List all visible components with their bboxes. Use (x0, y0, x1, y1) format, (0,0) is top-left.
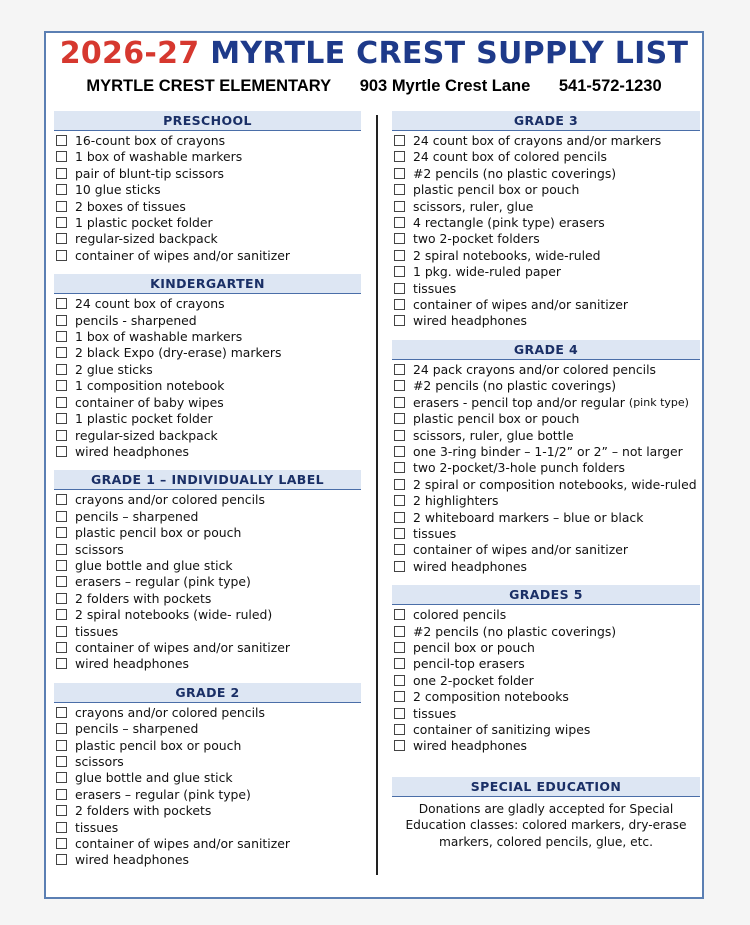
checklist-item-label: wired headphones (413, 313, 527, 329)
checkbox[interactable] (394, 561, 405, 572)
checkbox[interactable] (394, 658, 405, 669)
checklist-item (392, 510, 700, 526)
checklist-item (54, 378, 361, 394)
checkbox[interactable] (56, 658, 67, 669)
checklist-item (54, 428, 361, 444)
section-heading: GRADE 2 (54, 683, 361, 703)
checkbox[interactable] (56, 151, 67, 162)
checklist-item-label: crayons and/or colored pencils (75, 704, 265, 720)
checklist-item (54, 770, 361, 786)
checklist-item-label: glue bottle and glue stick (75, 557, 233, 573)
checklist-item (392, 526, 700, 542)
checkbox[interactable] (56, 756, 67, 767)
checkbox[interactable] (394, 151, 405, 162)
checklist-item (54, 492, 361, 508)
checkbox[interactable] (56, 723, 67, 734)
checkbox[interactable] (56, 740, 67, 751)
checklist-item-label: 2 boxes of tissues (75, 198, 186, 214)
checklist-item-label: wired headphones (413, 558, 527, 574)
checkbox[interactable] (56, 789, 67, 800)
checklist-item-label: regular-sized backpack (75, 231, 218, 247)
checkbox[interactable] (56, 347, 67, 358)
checklist-item (392, 559, 700, 575)
checkbox[interactable] (394, 217, 405, 228)
checklist-item-label: 1 box of washable markers (75, 329, 243, 345)
checkbox[interactable] (56, 331, 67, 342)
checklist-item (54, 721, 361, 737)
section-grade-3 (392, 111, 700, 330)
checkbox[interactable] (394, 479, 405, 490)
checklist-item (392, 297, 700, 313)
checklist-item-label: two 2-pocket/3-hole punch folders (413, 460, 625, 476)
checklist-item-label: pencils – sharpened (75, 721, 199, 737)
checklist-item (54, 149, 361, 165)
checklist-item-label: 24 count box of crayons and/or markers (413, 133, 662, 148)
checklist-item (392, 640, 700, 656)
checkbox[interactable] (394, 740, 405, 751)
checklist-item-label: container of sanitizing wipes (413, 722, 591, 737)
checklist-item-label: erasers - pencil top and/or regular (413, 394, 625, 410)
checklist-item-label: pencils – sharpened (75, 508, 199, 524)
checklist (392, 133, 700, 330)
checklist-item (54, 509, 361, 525)
checklist (392, 362, 700, 575)
section-grade-1 (54, 470, 361, 672)
checklist-item (392, 264, 700, 280)
checkbox[interactable] (56, 626, 67, 637)
column-divider (376, 115, 378, 875)
checklist-item-label: erasers – regular (pink type) (75, 574, 251, 590)
checkbox[interactable] (56, 413, 67, 424)
checklist-item (392, 411, 700, 427)
checklist-item (392, 199, 700, 215)
checklist-item (392, 133, 700, 149)
checklist-item (392, 722, 700, 738)
checkbox[interactable] (394, 266, 405, 277)
checklist-item-label: 2 spiral notebooks (wide- ruled) (75, 607, 273, 623)
section-heading: SPECIAL EDUCATION (392, 777, 700, 797)
checklist-item-label: one 2-pocket folder (413, 672, 534, 688)
checklist-item (392, 215, 700, 231)
checkbox[interactable] (56, 430, 67, 441)
checklist-item (54, 607, 361, 623)
checklist-item-label: 1 plastic pocket folder (75, 215, 213, 231)
checkbox[interactable] (56, 364, 67, 375)
checklist-item (54, 705, 361, 721)
checkbox[interactable] (56, 707, 67, 718)
checklist-item (54, 656, 361, 672)
checklist-item (392, 738, 700, 754)
checklist-item (392, 444, 700, 460)
checkbox[interactable] (56, 560, 67, 571)
checkbox[interactable] (394, 135, 405, 146)
checkbox[interactable] (56, 642, 67, 653)
checklist-item-label: tissues (413, 280, 457, 296)
checkbox[interactable] (56, 217, 67, 228)
checkbox[interactable] (56, 380, 67, 391)
checklist-item (392, 166, 700, 182)
section-grade-4 (392, 340, 700, 575)
checkbox[interactable] (394, 380, 405, 391)
checklist-item-label: 24 pack crayons and/or colored pencils (413, 361, 657, 377)
checklist-item-label: tissues (413, 525, 457, 541)
checkbox[interactable] (394, 446, 405, 457)
checklist-item (392, 493, 700, 509)
checklist-item-label: pair of blunt-tip scissors (75, 165, 225, 181)
checkbox[interactable] (56, 609, 67, 620)
checklist-item (392, 362, 700, 378)
checklist-item-label: wired headphones (75, 852, 189, 868)
section-grade-5 (392, 585, 700, 755)
checkbox[interactable] (56, 201, 67, 212)
checklist-item (54, 591, 361, 607)
checkbox[interactable] (394, 642, 405, 653)
checklist-item-label: two 2-pocket folders (413, 231, 540, 247)
checklist-item-label: 1 composition notebook (75, 378, 225, 394)
checklist-item-label: wired headphones (75, 443, 189, 459)
checklist-item-label: wired headphones (413, 738, 527, 754)
checklist-item (54, 248, 361, 264)
checklist (54, 296, 361, 460)
checklist-item (392, 460, 700, 476)
checklist-item-label: 10 glue sticks (75, 182, 161, 198)
checkbox[interactable] (394, 495, 405, 506)
checklist-item (54, 803, 361, 819)
checkbox[interactable] (394, 430, 405, 441)
checklist-item (392, 656, 700, 672)
checklist-item-label: 2 spiral or composition notebooks, wide-ruled (413, 476, 697, 492)
checklist-item-label: 2 black Expo (dry-erase) markers (75, 345, 282, 361)
checkbox[interactable] (394, 626, 405, 637)
checklist-item (392, 248, 700, 264)
checkbox[interactable] (394, 283, 405, 294)
checkbox[interactable] (394, 544, 405, 555)
checklist-item-label: 2 spiral notebooks, wide-ruled (413, 247, 601, 263)
checkbox[interactable] (56, 511, 67, 522)
checklist-item (54, 395, 361, 411)
page-title (46, 36, 702, 71)
checklist-item-label: tissues (75, 623, 119, 639)
checklist-item-label: container of wipes and/or sanitizer (413, 542, 628, 558)
checklist-item (54, 542, 361, 558)
checklist-item (54, 444, 361, 460)
checkbox[interactable] (56, 576, 67, 587)
checkbox[interactable] (394, 708, 405, 719)
checklist (54, 492, 361, 672)
checklist-item-label: 2 composition notebooks (413, 689, 569, 705)
section-kindergarten (54, 274, 361, 460)
checklist-item (392, 673, 700, 689)
checklist-item (54, 787, 361, 803)
title-year: 2026-27 (59, 36, 200, 71)
checklist-item (54, 199, 361, 215)
checkbox[interactable] (56, 397, 67, 408)
checkbox[interactable] (56, 184, 67, 195)
checkbox[interactable] (394, 250, 405, 261)
checklist-item-label: container of wipes and/or sanitizer (75, 247, 290, 263)
checklist-item (54, 215, 361, 231)
checklist-item-label: container of wipes and/or sanitizer (413, 297, 628, 313)
checkbox[interactable] (56, 168, 67, 179)
checklist-item-label: scissors, ruler, glue (413, 198, 534, 214)
checklist-item (54, 329, 361, 345)
checklist-item (54, 166, 361, 182)
school-phone: 541-572-1230 (558, 77, 662, 95)
checkbox[interactable] (56, 298, 67, 309)
checklist-item (54, 345, 361, 361)
checklist-item-label: scissors, ruler, glue bottle (413, 427, 574, 443)
checklist-item-label: #2 pencils (no plastic coverings) (413, 623, 617, 639)
checkbox[interactable] (394, 168, 405, 179)
checklist-item-label: 2 glue sticks (75, 361, 153, 377)
title-text: MYRTLE CREST SUPPLY LIST (210, 36, 689, 71)
checkbox[interactable] (394, 609, 405, 620)
checklist-item-label: 24 count box of crayons (75, 296, 225, 312)
checklist-item-label: regular-sized backpack (75, 427, 218, 443)
checklist (54, 705, 361, 869)
checklist-item-label: 2 folders with pockets (75, 590, 212, 606)
checkbox[interactable] (56, 854, 67, 865)
checklist-item (54, 836, 361, 852)
checklist-item (54, 133, 361, 149)
checkbox[interactable] (394, 397, 405, 408)
checklist-item (392, 624, 700, 640)
checklist-item-label: plastic pencil box or pouch (75, 737, 242, 753)
right-column (392, 111, 700, 860)
checklist-item (54, 182, 361, 198)
checklist-item-label: glue bottle and glue stick (75, 770, 233, 786)
checklist-item-label: 2 highlighters (413, 493, 499, 509)
checklist-item-label: pencil-top erasers (413, 656, 525, 672)
school-name: MYRTLE CREST ELEMENTARY (86, 77, 332, 95)
checklist-item-label: #2 pencils (no plastic coverings) (413, 165, 617, 181)
supply-list-page (44, 31, 704, 899)
school-info (46, 77, 702, 96)
checklist-item (392, 428, 700, 444)
checkbox[interactable] (56, 822, 67, 833)
checklist-item (392, 706, 700, 722)
checklist-item-label: plastic pencil box or pouch (413, 411, 580, 427)
checklist-item (392, 378, 700, 394)
checkbox[interactable] (56, 446, 67, 457)
checklist-item (392, 689, 700, 705)
checklist-item (54, 558, 361, 574)
section-heading: GRADE 1 – INDIVIDUALLY LABEL (54, 470, 361, 490)
checklist-item-label: tissues (75, 819, 119, 835)
checklist-item (54, 624, 361, 640)
checklist-item-label: scissors (75, 541, 124, 557)
checklist-item-label: container of wipes and/or sanitizer (75, 639, 290, 655)
checkbox[interactable] (394, 413, 405, 424)
special-ed-note: Donations are gladly accepted for Special Education classes: colored markers, dry-erase markers, colored pencils, glue, etc. (405, 801, 687, 849)
checklist-item-label: erasers – regular (pink type) (75, 786, 251, 802)
checkbox[interactable] (56, 315, 67, 326)
checkbox[interactable] (56, 527, 67, 538)
section-heading: GRADES 5 (392, 585, 700, 605)
checklist-item (392, 607, 700, 623)
checkbox[interactable] (56, 772, 67, 783)
checklist-item (54, 313, 361, 329)
checkbox[interactable] (394, 201, 405, 212)
section-preschool (54, 111, 361, 264)
checkbox[interactable] (394, 299, 405, 310)
checkbox[interactable] (394, 528, 405, 539)
checkbox[interactable] (394, 233, 405, 244)
section-heading: PRESCHOOL (54, 111, 361, 131)
checkbox[interactable] (56, 838, 67, 849)
checklist-item (54, 362, 361, 378)
checklist-item (54, 574, 361, 590)
checklist-item-label: 16-count box of crayons (75, 133, 226, 148)
checklist-item-label: 1 plastic pocket folder (75, 411, 213, 427)
checklist-item-label: 1 pkg. wide-ruled paper (413, 264, 561, 280)
school-address: 903 Myrtle Crest Lane (359, 77, 531, 95)
checkbox[interactable] (394, 724, 405, 735)
checklist-item-label: pencils - sharpened (75, 312, 197, 328)
checklist-item (54, 525, 361, 541)
checklist-item (54, 820, 361, 836)
section-heading: GRADE 3 (392, 111, 700, 131)
checkbox[interactable] (56, 593, 67, 604)
checklist-item (54, 296, 361, 312)
checkbox[interactable] (394, 675, 405, 686)
checklist-item (54, 738, 361, 754)
checkbox[interactable] (394, 315, 405, 326)
checklist-item-label: plastic pencil box or pouch (413, 182, 580, 198)
checkbox[interactable] (56, 805, 67, 816)
checkbox[interactable] (56, 135, 67, 146)
checkbox[interactable] (56, 494, 67, 505)
left-column (54, 111, 361, 879)
checklist-item-label: plastic pencil box or pouch (75, 525, 242, 541)
checkbox[interactable] (56, 250, 67, 261)
checklist-item (54, 640, 361, 656)
section-grade-2 (54, 683, 361, 869)
checkbox[interactable] (394, 184, 405, 195)
checklist-item-label: wired headphones (75, 656, 189, 672)
checklist-item-label: pencil box or pouch (413, 639, 535, 655)
checklist-item (392, 149, 700, 165)
checklist-item-label: tissues (413, 705, 457, 721)
checklist-item (392, 231, 700, 247)
checklist-item-label: colored pencils (413, 607, 507, 623)
checklist-item-label: 4 rectangle (pink type) erasers (413, 215, 605, 231)
section-heading: GRADE 4 (392, 340, 700, 360)
checklist-item (54, 231, 361, 247)
checkbox[interactable] (394, 364, 405, 375)
checklist-item (392, 182, 700, 198)
checklist-item-label: 2 whiteboard markers – blue or black (413, 509, 644, 525)
checklist-item (54, 411, 361, 427)
checklist-item-label: one 3-ring binder – 1-1/2” or 2” – not larger (413, 443, 683, 459)
checkbox[interactable] (394, 462, 405, 473)
checklist (54, 133, 361, 264)
checklist-item-label: scissors (75, 754, 124, 769)
checklist-item-label: #2 pencils (no plastic coverings) (413, 378, 617, 394)
checkbox[interactable] (394, 691, 405, 702)
checklist-item (54, 754, 361, 770)
eraser-note: (pink type) (628, 395, 689, 409)
checklist (392, 607, 700, 755)
checklist-item-label: crayons and/or colored pencils (75, 492, 265, 508)
checklist-item (54, 852, 361, 868)
checklist-item-label: 2 folders with pockets (75, 803, 212, 819)
checklist-item-label: container of baby wipes (75, 394, 224, 410)
checkbox[interactable] (394, 512, 405, 523)
checklist-item (392, 542, 700, 558)
checklist-item-label: 1 box of washable markers (75, 149, 243, 165)
section-special-education (392, 777, 700, 851)
checklist-item (392, 477, 700, 493)
checkbox[interactable] (56, 233, 67, 244)
checklist-item (392, 281, 700, 297)
checklist-item (392, 395, 700, 411)
checklist-item-label: container of wipes and/or sanitizer (75, 836, 290, 852)
checkbox[interactable] (56, 544, 67, 555)
checklist-item (392, 313, 700, 329)
section-heading: KINDERGARTEN (54, 274, 361, 294)
checklist-item-label: 24 count box of colored pencils (413, 149, 607, 165)
